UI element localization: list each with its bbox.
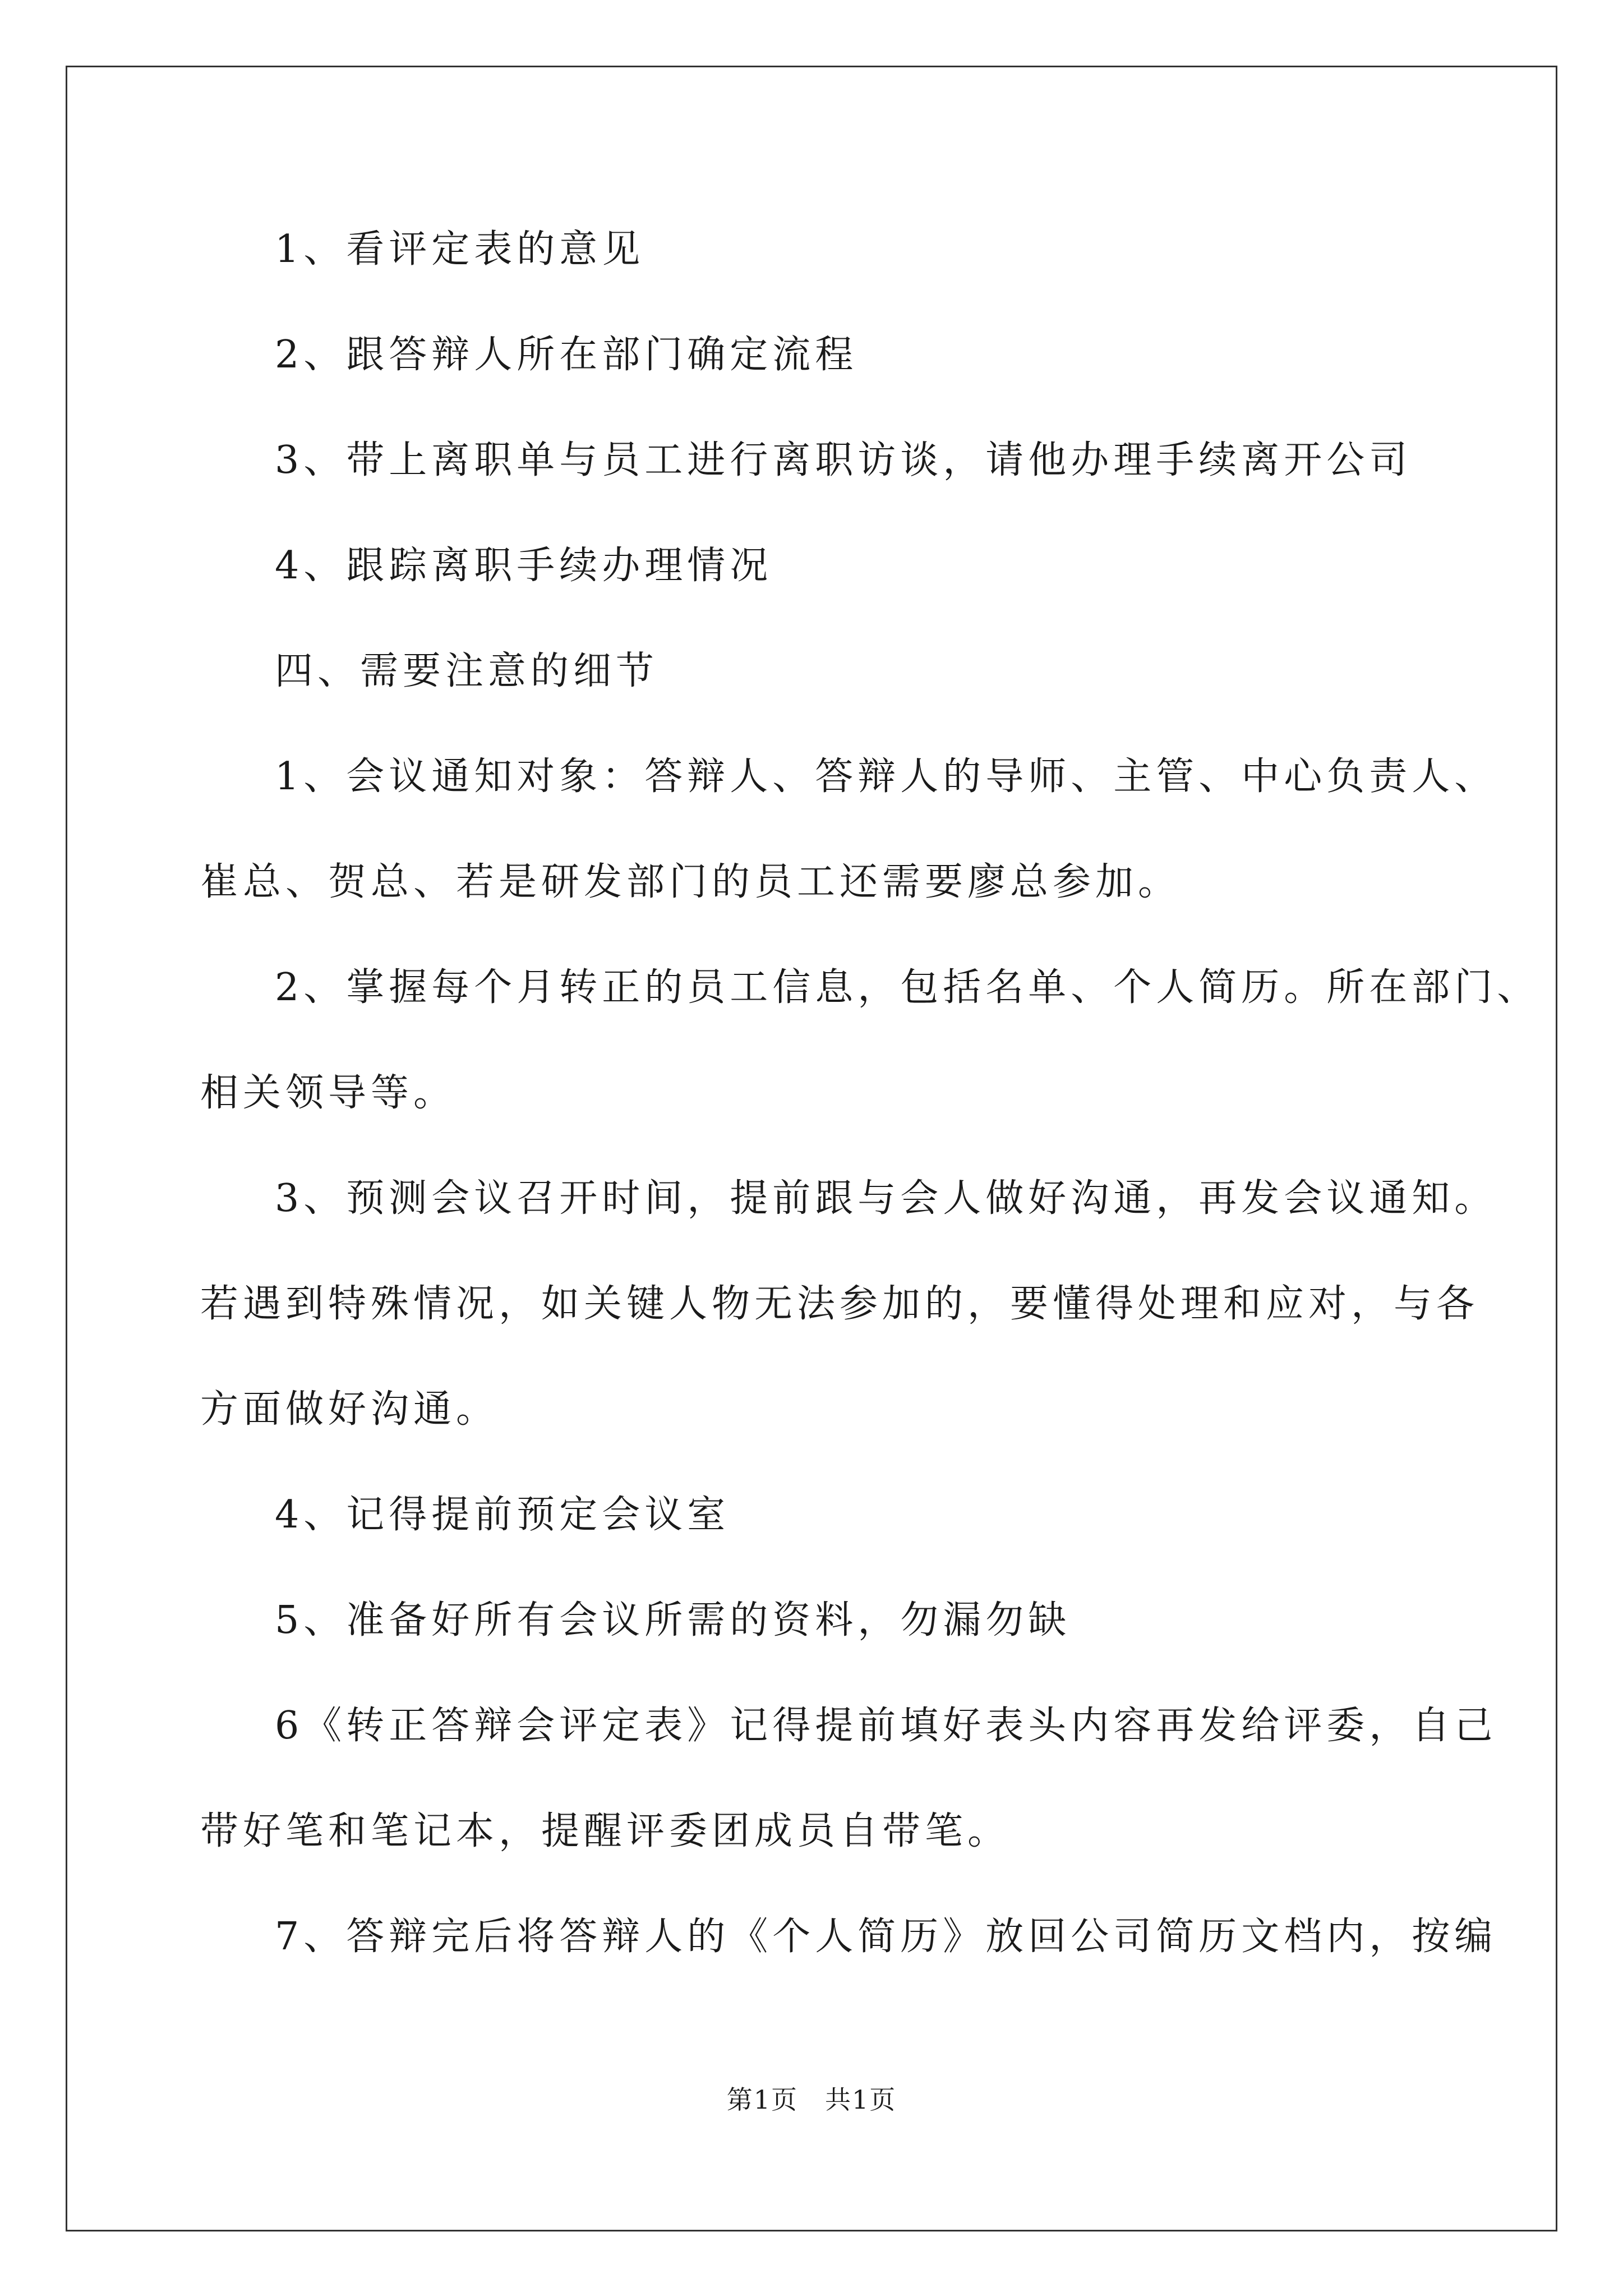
section-heading: 四、需要注意的细节: [275, 649, 659, 693]
text-line: 5、准备好所有会议所需的资料，勿漏勿缺: [275, 1598, 1071, 1642]
text-line: 2、掌握每个月转正的员工信息，包括名单、个人简历。所在部门、: [275, 965, 1540, 1010]
text-line: 6《转正答辩会评定表》记得提前填好表头内容再发给评委，自己: [275, 1704, 1497, 1748]
page-frame: [66, 66, 1557, 2231]
text-line: 若遇到特殊情况，如关键人物无法参加的，要懂得处理和应对，与各: [200, 1282, 1479, 1326]
text-line: 1、看评定表的意见: [275, 227, 645, 272]
text-line: 4、跟踪离职手续办理情况: [275, 544, 773, 588]
text-line: 崔总、贺总、若是研发部门的员工还需要廖总参加。: [200, 860, 1181, 904]
text-line: 7、答辩完后将答辩人的《个人简历》放回公司简历文档内，按编: [275, 1915, 1497, 1959]
text-line: 1、会议通知对象：答辩人、答辩人的导师、主管、中心负责人、: [275, 754, 1497, 799]
text-line: 相关领导等。: [200, 1071, 457, 1115]
text-line: 3、带上离职单与员工进行离职访谈，请他办理手续离开公司: [275, 438, 1412, 482]
text-line: 方面做好沟通。: [200, 1387, 499, 1432]
text-line: 4、记得提前预定会议室: [275, 1493, 730, 1537]
text-line: 3、预测会议召开时间，提前跟与会人做好沟通，再发会议通知。: [275, 1176, 1497, 1221]
text-line: 2、跟答辩人所在部门确定流程: [275, 333, 858, 377]
text-line: 带好笔和笔记本，提醒评委团成员自带笔。: [200, 1809, 1011, 1853]
page-footer: 第1页 共1页: [726, 2085, 897, 2115]
